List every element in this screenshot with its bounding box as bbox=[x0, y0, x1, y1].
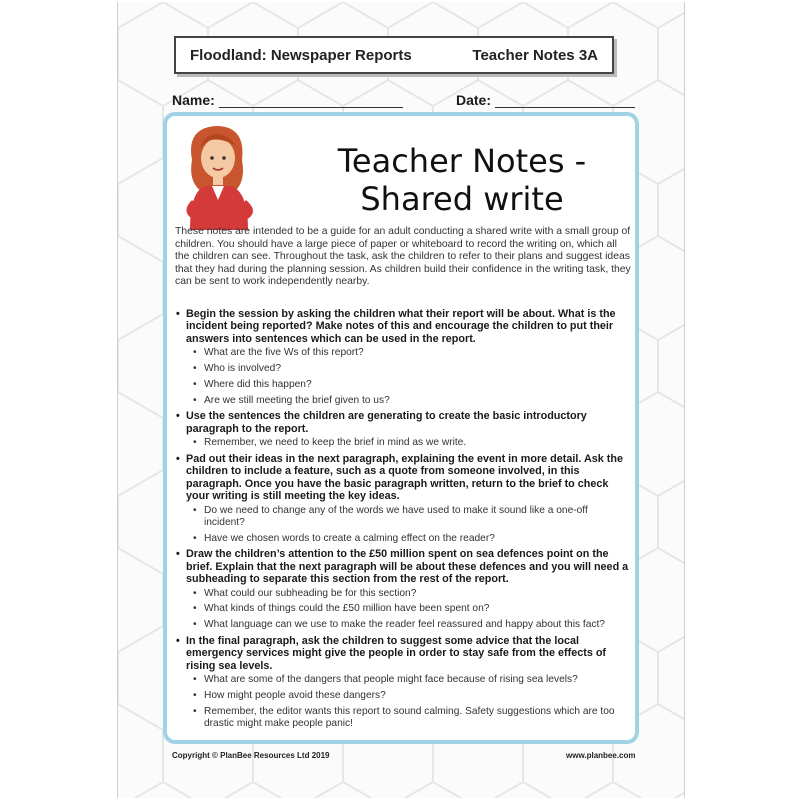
question-item: • Are we still meeting the brief given to us? bbox=[186, 395, 631, 407]
title-line-1: Teacher Notes - bbox=[337, 142, 587, 180]
question-list bbox=[186, 588, 631, 632]
question-item: • How might people avoid these dangers? bbox=[186, 690, 631, 702]
name-field bbox=[172, 88, 403, 108]
instruction-text: Draw the children’s attention to the £50 million spent on sea defences point on the brief. Explain that the next paragraph will be about these defences and you will need a subheading to separate this section from the rest of the report. bbox=[186, 548, 629, 586]
question-item: • What are some of the dangers that people might face because of rising sea levels? bbox=[186, 674, 631, 686]
instruction-item bbox=[175, 410, 631, 449]
question-item: • What kinds of things could the £50 million have been spent on? bbox=[186, 603, 631, 615]
instruction-text: Begin the session by asking the children what their report will be about. What is the incident being reported? Make notes of this and encourage the children to put their answers into sentences which can be used in the report. bbox=[186, 308, 616, 345]
date-blank-line bbox=[495, 94, 635, 108]
question-item: • Have we chosen words to create a calming effect on the reader? bbox=[186, 533, 631, 545]
question-item: • Remember, we need to keep the brief in mind as we write. bbox=[186, 437, 631, 449]
instruction-text: Pad out their ideas in the next paragraph, explaining the event in more detail. Ask the children to include a feature, such as a quote from someone involved, in this paragraph. Once you have the basic paragraph written, return to the brief to check your writing is still meeting the key ideas. bbox=[186, 453, 623, 503]
name-blank-line bbox=[219, 94, 403, 108]
teacher-illustration bbox=[172, 120, 268, 230]
question-item: • What could our subheading be for this section? bbox=[186, 588, 631, 600]
date-field bbox=[456, 88, 635, 108]
question-item: • What are the five Ws of this report? bbox=[186, 347, 631, 359]
instruction-item bbox=[175, 635, 631, 730]
question-item: • Who is involved? bbox=[186, 363, 631, 375]
instruction-item bbox=[175, 308, 631, 407]
instruction-item bbox=[175, 453, 631, 545]
instruction-list bbox=[175, 308, 631, 734]
question-item: • Remember, the editor wants this report to sound calming. Safety suggestions which are too drastic might make people panic! bbox=[186, 706, 631, 730]
worksheet-code: Teacher Notes 3A bbox=[472, 46, 598, 64]
question-list bbox=[186, 437, 631, 449]
question-list bbox=[186, 505, 631, 545]
name-label: Name: bbox=[172, 92, 215, 108]
notes-panel bbox=[163, 112, 639, 744]
question-item: • Where did this happen? bbox=[186, 379, 631, 391]
question-item: • What language can we use to make the reader feel reassured and happy about this fact? bbox=[186, 619, 631, 631]
question-list bbox=[186, 347, 631, 407]
date-label: Date: bbox=[456, 92, 492, 108]
worksheet-title: Floodland: Newspaper Reports bbox=[190, 46, 412, 64]
question-item: • Do we need to change any of the words we have used to make it sound like a one-off incident? bbox=[186, 505, 631, 529]
website-footer: www.planbee.com bbox=[566, 751, 636, 760]
instruction-item bbox=[175, 548, 631, 631]
question-list bbox=[186, 674, 631, 730]
copyright-footer: Copyright © PlanBee Resources Ltd 2019 bbox=[172, 751, 330, 760]
worksheet-page bbox=[117, 2, 685, 798]
title-line-2: Shared write bbox=[360, 180, 564, 218]
header-title-bar bbox=[174, 36, 614, 74]
instruction-text: Use the sentences the children are generating to create the basic introductory paragraph to the report. bbox=[186, 410, 587, 435]
instruction-text: In the final paragraph, ask the children to suggest some advice that the local emergency services might give the people in order to stay safe from the effects of rising sea levels. bbox=[186, 635, 607, 672]
page-title bbox=[317, 142, 607, 218]
intro-paragraph: These notes are intended to be a guide for an adult conducting a shared write with a small group of children. You should have a large piece of paper or whiteboard to record the writing on, which all the children can see. Throughout the task, ask the children to refer to their plans and suggest ideas that they had during the planning session. As children build their confidence in the writing task, they can be sent to work independently nearby. bbox=[175, 226, 631, 288]
